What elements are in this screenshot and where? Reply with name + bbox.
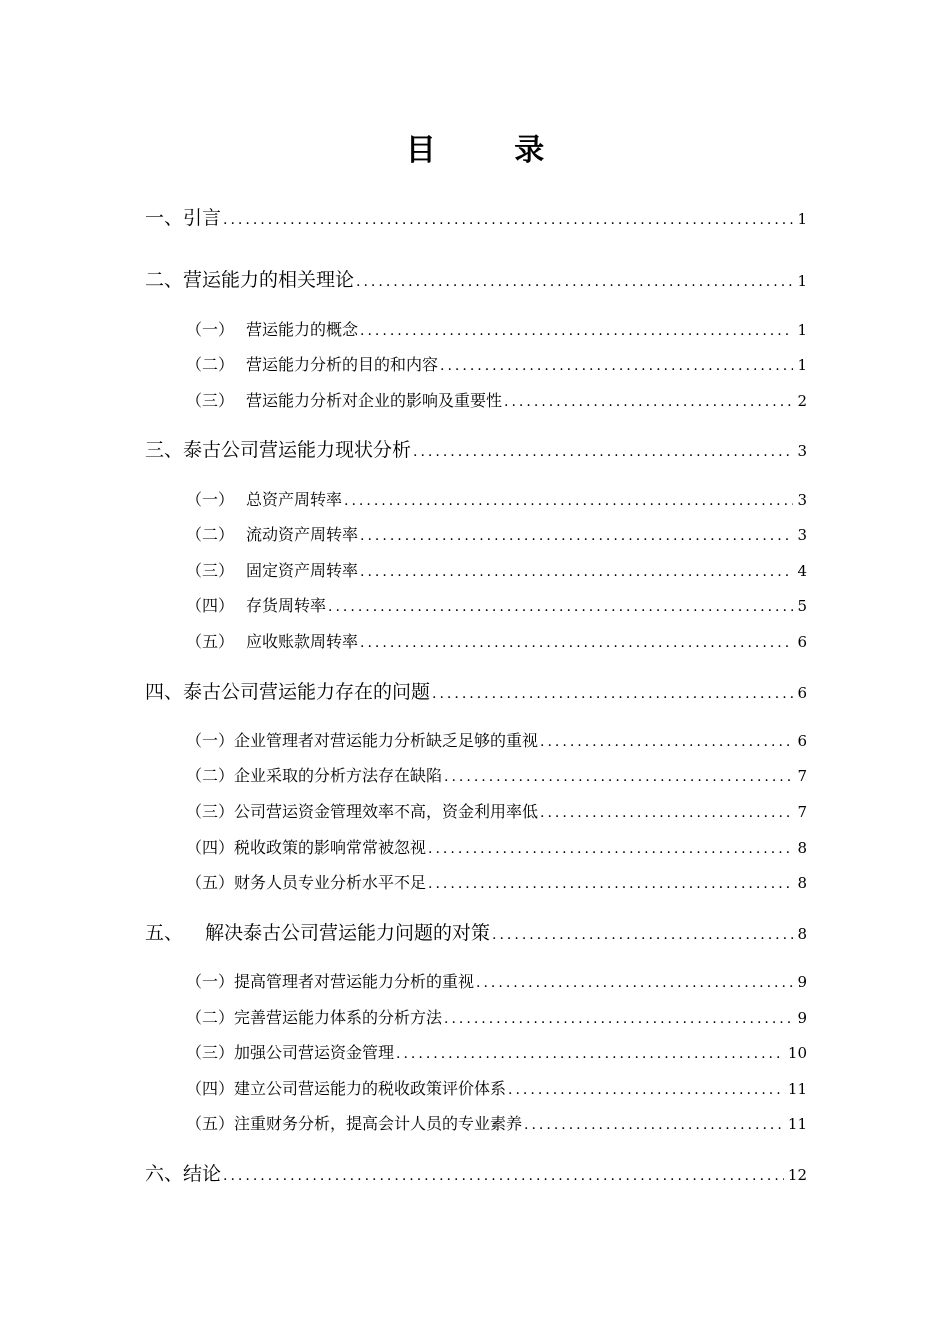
toc-leader-dots xyxy=(396,1041,784,1066)
toc-entry-page: 2 xyxy=(797,392,807,410)
toc-entry-number: 二、 xyxy=(145,269,184,291)
toc-entry-page: 7 xyxy=(797,767,807,785)
toc-leader-dots xyxy=(444,1006,793,1031)
toc-entry-page: 1 xyxy=(797,210,807,228)
toc-leader-dots xyxy=(428,871,793,896)
toc-leader-dots xyxy=(540,729,793,754)
toc-entry-number: 一、 xyxy=(145,207,184,229)
toc-leader-dots xyxy=(540,800,793,825)
toc-entry-3-4[interactable] xyxy=(186,593,807,619)
toc-entry-page: 9 xyxy=(797,1009,807,1027)
toc-entry-label: 提高管理者对营运能力分析的重视 xyxy=(234,972,475,991)
toc-entry-number: （一） xyxy=(186,972,235,991)
toc-entry-label: 应收账款周转率 xyxy=(246,632,359,651)
toc-leader-dots xyxy=(360,318,793,343)
toc-leader-dots xyxy=(476,970,793,995)
toc-entry-4-3[interactable] xyxy=(186,799,807,825)
toc-entry-number: （二） xyxy=(186,766,235,785)
toc-entry-number: （五） xyxy=(186,873,235,892)
toc-entry-label: 营运能力的相关理论 xyxy=(183,269,355,291)
toc-entry-page: 6 xyxy=(797,732,807,750)
toc-entry-page: 4 xyxy=(797,562,807,580)
toc-leader-dots xyxy=(432,680,793,706)
toc-entry-page: 12 xyxy=(787,1166,807,1184)
toc-leader-dots xyxy=(356,268,793,294)
toc-entry-page: 1 xyxy=(797,272,807,290)
toc-entry-4-2[interactable] xyxy=(186,763,807,789)
toc-entry-label: 泰古公司营运能力现状分析 xyxy=(183,439,412,461)
toc-entry-number: 五、 xyxy=(145,922,184,944)
toc-entry-3-3[interactable] xyxy=(186,558,807,584)
toc-entry-label: 注重财务分析，提高会计人员的专业素养 xyxy=(234,1114,523,1133)
toc-entry-5-5[interactable] xyxy=(186,1111,807,1137)
toc-entry-label: 营运能力的概念 xyxy=(246,320,359,339)
toc-entry-3-5[interactable] xyxy=(186,629,807,655)
toc-leader-dots xyxy=(524,1112,784,1137)
toc-leader-dots xyxy=(223,1162,784,1188)
toc-entry-5-2[interactable] xyxy=(186,1005,807,1031)
toc-entry-2-1[interactable] xyxy=(186,317,807,343)
toc-entry-number: （二） xyxy=(186,525,235,544)
toc-entry-page: 6 xyxy=(797,633,807,651)
toc-entry-4[interactable] xyxy=(145,678,807,706)
toc-entry-3-2[interactable] xyxy=(186,522,807,548)
toc-entry-page: 8 xyxy=(797,839,807,857)
toc-entry-number: （四） xyxy=(186,596,235,615)
toc-entry-label: 总资产周转率 xyxy=(246,490,343,509)
toc-entry-label: 解决泰古公司营运能力问题的对策 xyxy=(205,922,491,944)
toc-entry-label: 加强公司营运资金管理 xyxy=(234,1043,395,1062)
toc-entry-page: 9 xyxy=(797,973,807,991)
toc-entry-label: 存货周转率 xyxy=(246,596,327,615)
toc-entry-number: （五） xyxy=(186,1114,235,1133)
toc-entry-number: （一） xyxy=(186,320,235,339)
toc-entry-number: （四） xyxy=(186,1079,235,1098)
toc-leader-dots xyxy=(328,594,793,619)
toc-entry-5[interactable] xyxy=(145,919,807,947)
toc-entry-5-1[interactable] xyxy=(186,969,807,995)
toc-entry-page: 5 xyxy=(797,597,807,615)
toc-entry-3[interactable] xyxy=(145,436,807,464)
toc-leader-dots xyxy=(444,764,793,789)
toc-leader-dots xyxy=(360,559,793,584)
toc-entry-label: 税收政策的影响常常被忽视 xyxy=(234,838,427,857)
toc-entry-label: 流动资产周转率 xyxy=(246,525,359,544)
toc-leader-dots xyxy=(223,206,793,232)
toc-entry-page: 3 xyxy=(797,526,807,544)
toc-entry-1[interactable] xyxy=(145,204,807,232)
toc-entry-label: 企业采取的分析方法存在缺陷 xyxy=(234,766,443,785)
toc-entry-number: （二） xyxy=(186,355,235,374)
toc-entry-label: 营运能力分析的目的和内容 xyxy=(246,355,439,374)
toc-leader-dots xyxy=(360,630,793,655)
toc-entry-number: （二） xyxy=(186,1008,235,1027)
toc-entry-number: （一） xyxy=(186,490,235,509)
toc-entry-page: 1 xyxy=(797,356,807,374)
toc-entry-4-4[interactable] xyxy=(186,835,807,861)
toc-entry-number: （四） xyxy=(186,838,235,857)
toc-entry-2-2[interactable] xyxy=(186,352,807,378)
toc-leader-dots xyxy=(508,1077,784,1102)
toc-leader-dots xyxy=(440,353,793,378)
toc-entry-6[interactable] xyxy=(145,1160,807,1188)
toc-entry-number: （三） xyxy=(186,391,235,410)
toc-entry-2-3[interactable] xyxy=(186,388,807,414)
toc-entry-page: 3 xyxy=(797,442,807,460)
toc-entry-page: 11 xyxy=(787,1080,807,1098)
toc-leader-dots xyxy=(360,523,793,548)
toc-entry-label: 结论 xyxy=(183,1163,222,1185)
toc-entry-number: （三） xyxy=(186,561,235,580)
toc-entry-page: 8 xyxy=(797,925,807,943)
toc-entry-number: （五） xyxy=(186,632,235,651)
toc-entry-label: 公司营运资金管理效率不高，资金利用率低 xyxy=(234,802,539,821)
toc-entry-label: 企业管理者对营运能力分析缺乏足够的重视 xyxy=(234,731,539,750)
toc-entry-label: 引言 xyxy=(183,207,222,229)
toc-leader-dots xyxy=(504,389,793,414)
toc-leader-dots xyxy=(344,488,793,513)
toc-entry-4-5[interactable] xyxy=(186,870,807,896)
toc-entry-page: 1 xyxy=(797,321,807,339)
toc-entry-label: 营运能力分析对企业的影响及重要性 xyxy=(246,391,503,410)
toc-entry-label: 固定资产周转率 xyxy=(246,561,359,580)
toc-leader-dots xyxy=(428,836,793,861)
toc-entry-2[interactable] xyxy=(145,266,807,294)
toc-entry-number: 三、 xyxy=(145,439,184,461)
toc-entry-3-1[interactable] xyxy=(186,487,807,513)
toc-entry-page: 11 xyxy=(787,1115,807,1133)
toc-entry-page: 3 xyxy=(797,491,807,509)
toc-entry-number: （一） xyxy=(186,731,235,750)
toc-entry-number: （三） xyxy=(186,802,235,821)
toc-entry-label: 建立公司营运能力的税收政策评价体系 xyxy=(234,1079,507,1098)
toc-entry-label: 完善营运能力体系的分析方法 xyxy=(234,1008,443,1027)
toc-entry-number: 四、 xyxy=(145,681,184,703)
toc-entry-page: 8 xyxy=(797,874,807,892)
toc-entry-4-1[interactable] xyxy=(186,728,807,754)
toc-entry-label: 泰古公司营运能力存在的问题 xyxy=(183,681,431,703)
page-title: 目 录 xyxy=(405,133,579,168)
toc-leader-dots xyxy=(492,921,793,947)
toc-entry-number: （三） xyxy=(186,1043,235,1062)
toc-entry-5-4[interactable] xyxy=(186,1076,807,1102)
toc-entry-page: 10 xyxy=(787,1044,807,1062)
toc-leader-dots xyxy=(413,438,793,464)
toc-entry-label: 财务人员专业分析水平不足 xyxy=(234,873,427,892)
toc-entry-number: 六、 xyxy=(145,1163,184,1185)
toc-entry-5-3[interactable] xyxy=(186,1040,807,1066)
toc-entry-page: 7 xyxy=(797,803,807,821)
toc-entry-page: 6 xyxy=(797,684,807,702)
